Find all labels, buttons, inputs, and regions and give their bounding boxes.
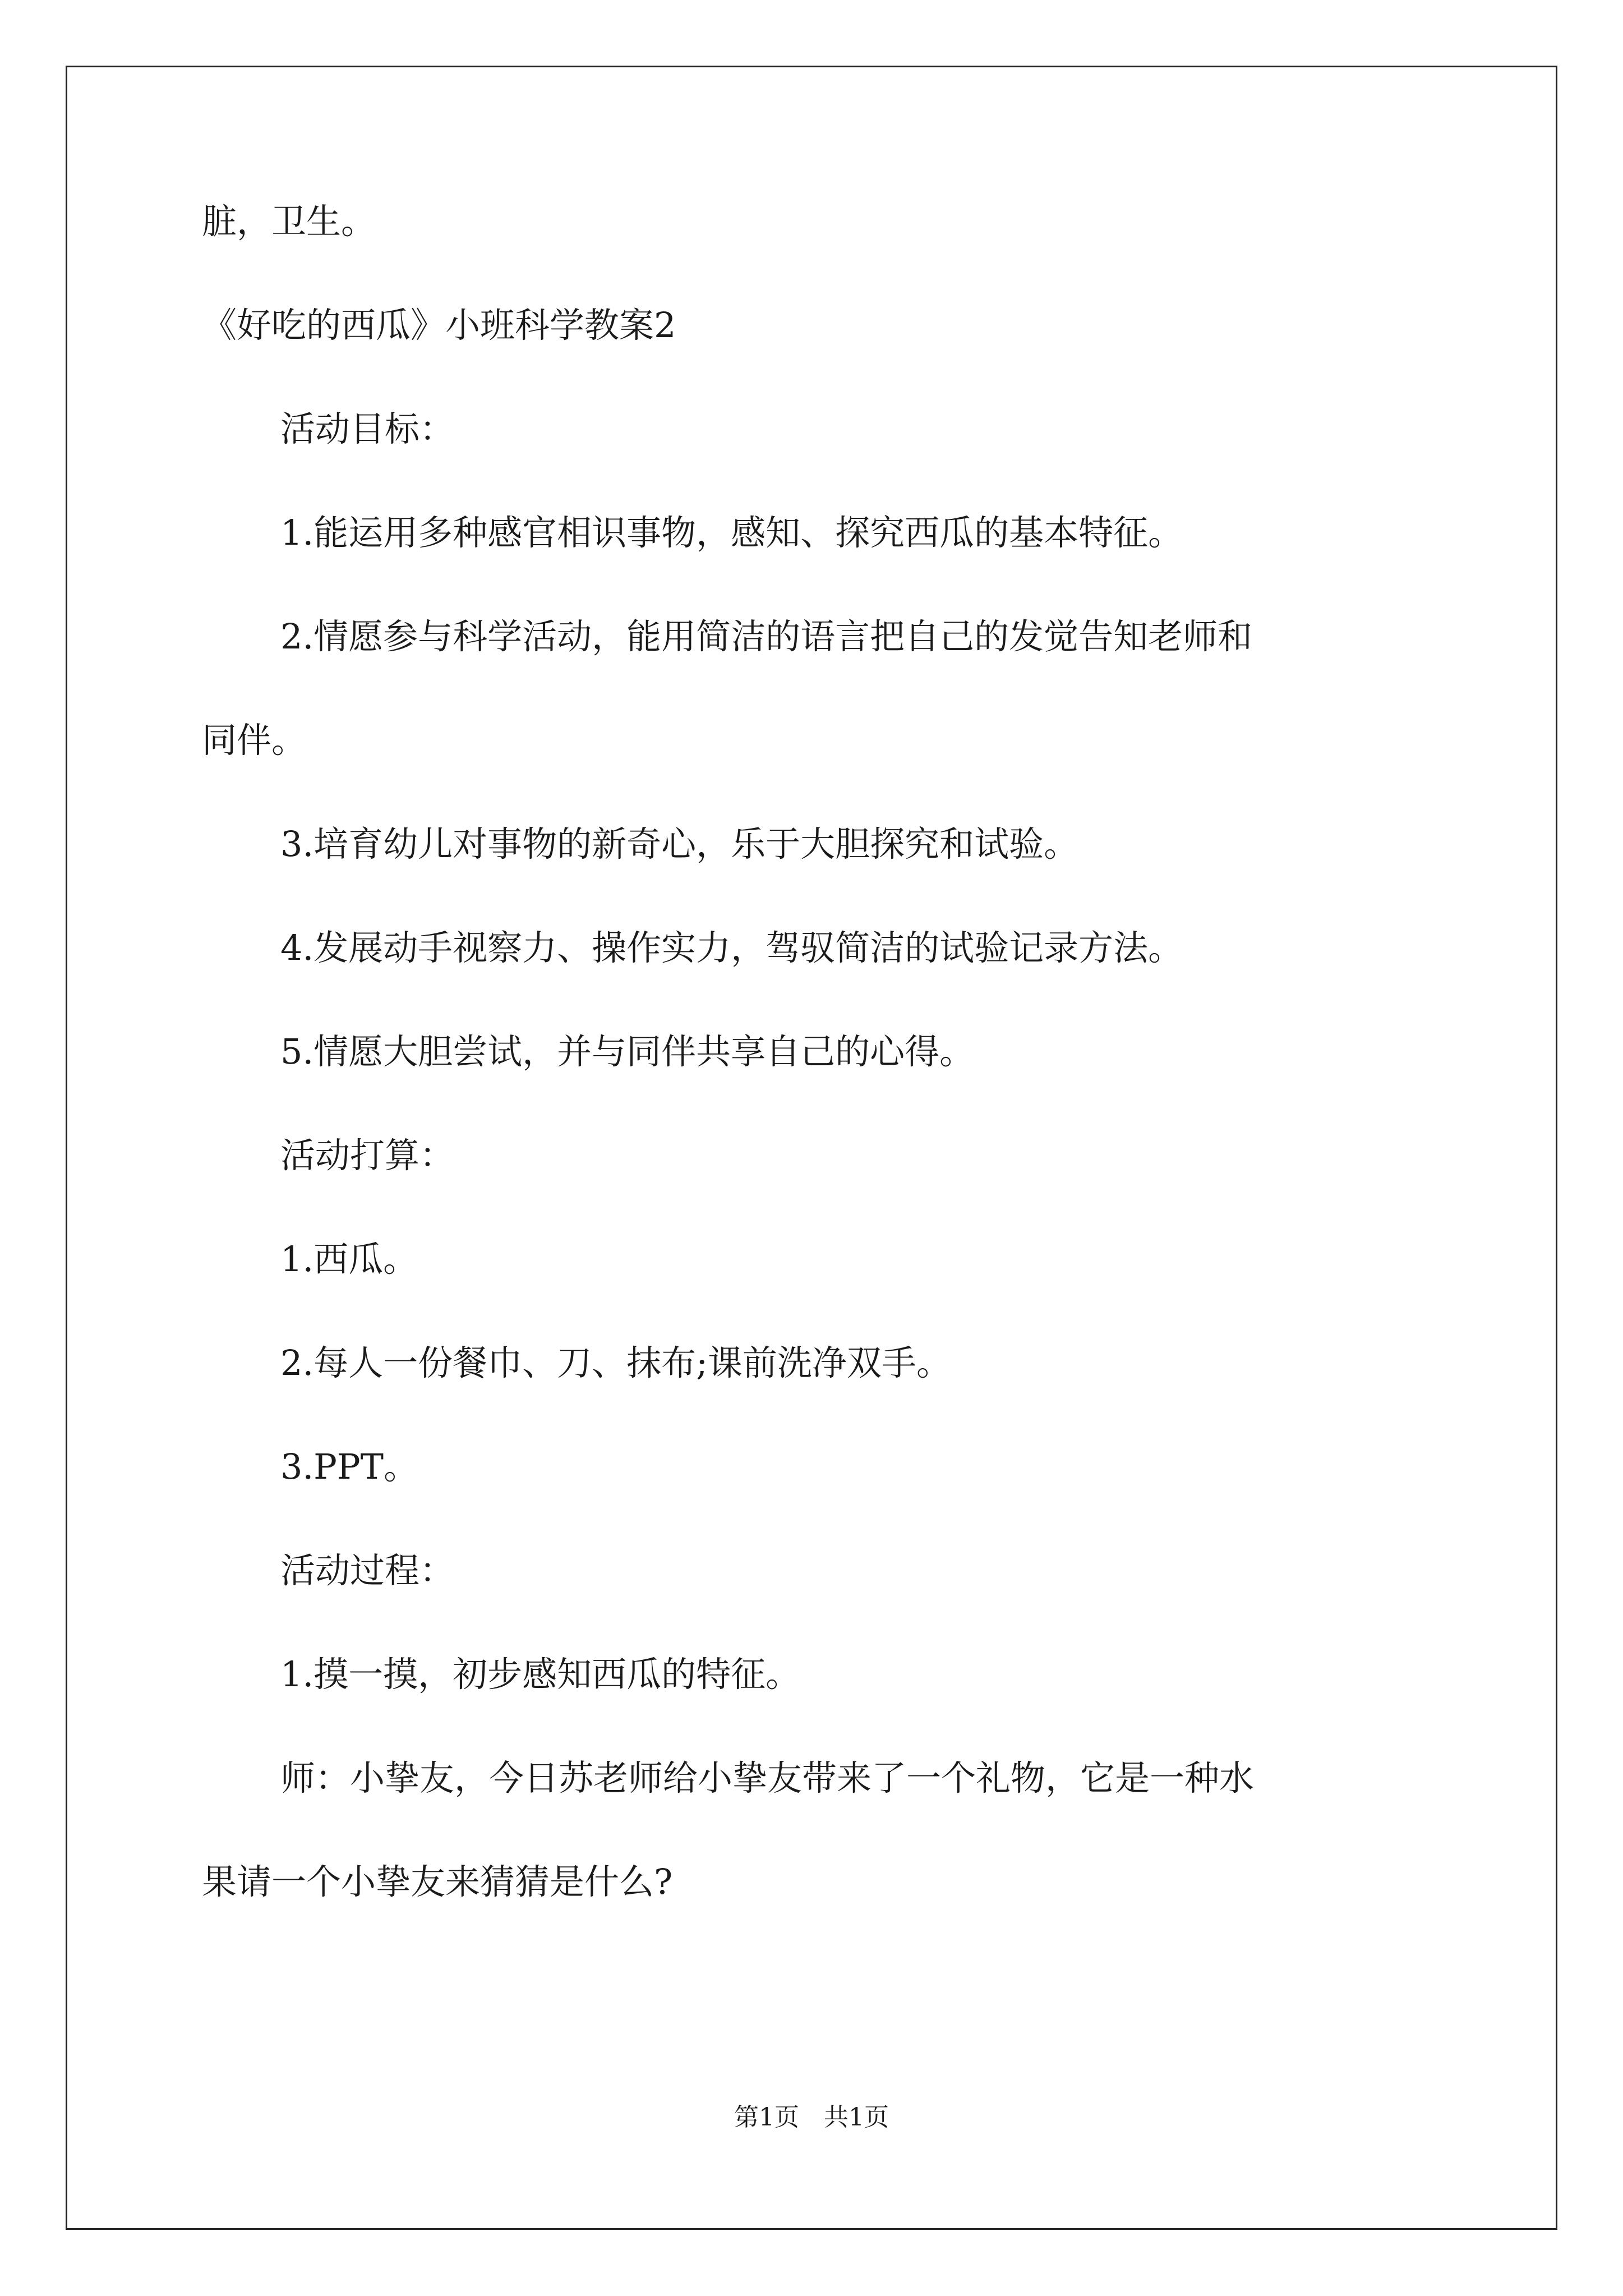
page-footer bbox=[0, 2101, 1623, 2134]
page-total: 共1页 bbox=[824, 2103, 889, 2132]
heading-process: 活动过程： bbox=[280, 1550, 455, 1591]
prep-item-1: 1.西瓜。 bbox=[280, 1239, 418, 1280]
page-number: 第1页 bbox=[734, 2103, 799, 2132]
goal-item-5: 5.情愿大胆尝试，并与同伴共享自己的心得。 bbox=[280, 1031, 975, 1072]
goal-item-3: 3.培育幼儿对事物的新奇心，乐于大胆探究和试验。 bbox=[280, 823, 1079, 864]
teacher-dialogue: 师：小挚友，今日苏老师给小挚友带来了一个礼物，它是一种水 bbox=[280, 1757, 1255, 1798]
prep-item-3: 3.PPT。 bbox=[280, 1446, 418, 1487]
goal-item-2: 2.情愿参与科学活动，能用简洁的语言把自己的发觉告知老师和 bbox=[280, 616, 1253, 657]
process-item-1: 1.摸一摸，初步感知西瓜的特征。 bbox=[280, 1654, 801, 1695]
heading-goals: 活动目标： bbox=[280, 408, 455, 449]
section-title: 《好吃的西瓜》小班科学教案2 bbox=[202, 305, 676, 346]
text-line: 脏，卫生。 bbox=[202, 201, 376, 242]
goal-item-1: 1.能运用多种感官相识事物，感知、探究西瓜的基本特征。 bbox=[280, 512, 1183, 553]
heading-preparation: 活动打算： bbox=[280, 1135, 455, 1176]
goal-item-4: 4.发展动手视察力、操作实力，驾驭简洁的试验记录方法。 bbox=[280, 927, 1183, 968]
teacher-dialogue-continued: 果请一个小挚友来猜猜是什么? bbox=[202, 1861, 673, 1902]
goal-item-2-continued: 同伴。 bbox=[202, 720, 307, 761]
prep-item-2: 2.每人一份餐巾、刀、抹布;课前洗净双手。 bbox=[280, 1342, 952, 1383]
